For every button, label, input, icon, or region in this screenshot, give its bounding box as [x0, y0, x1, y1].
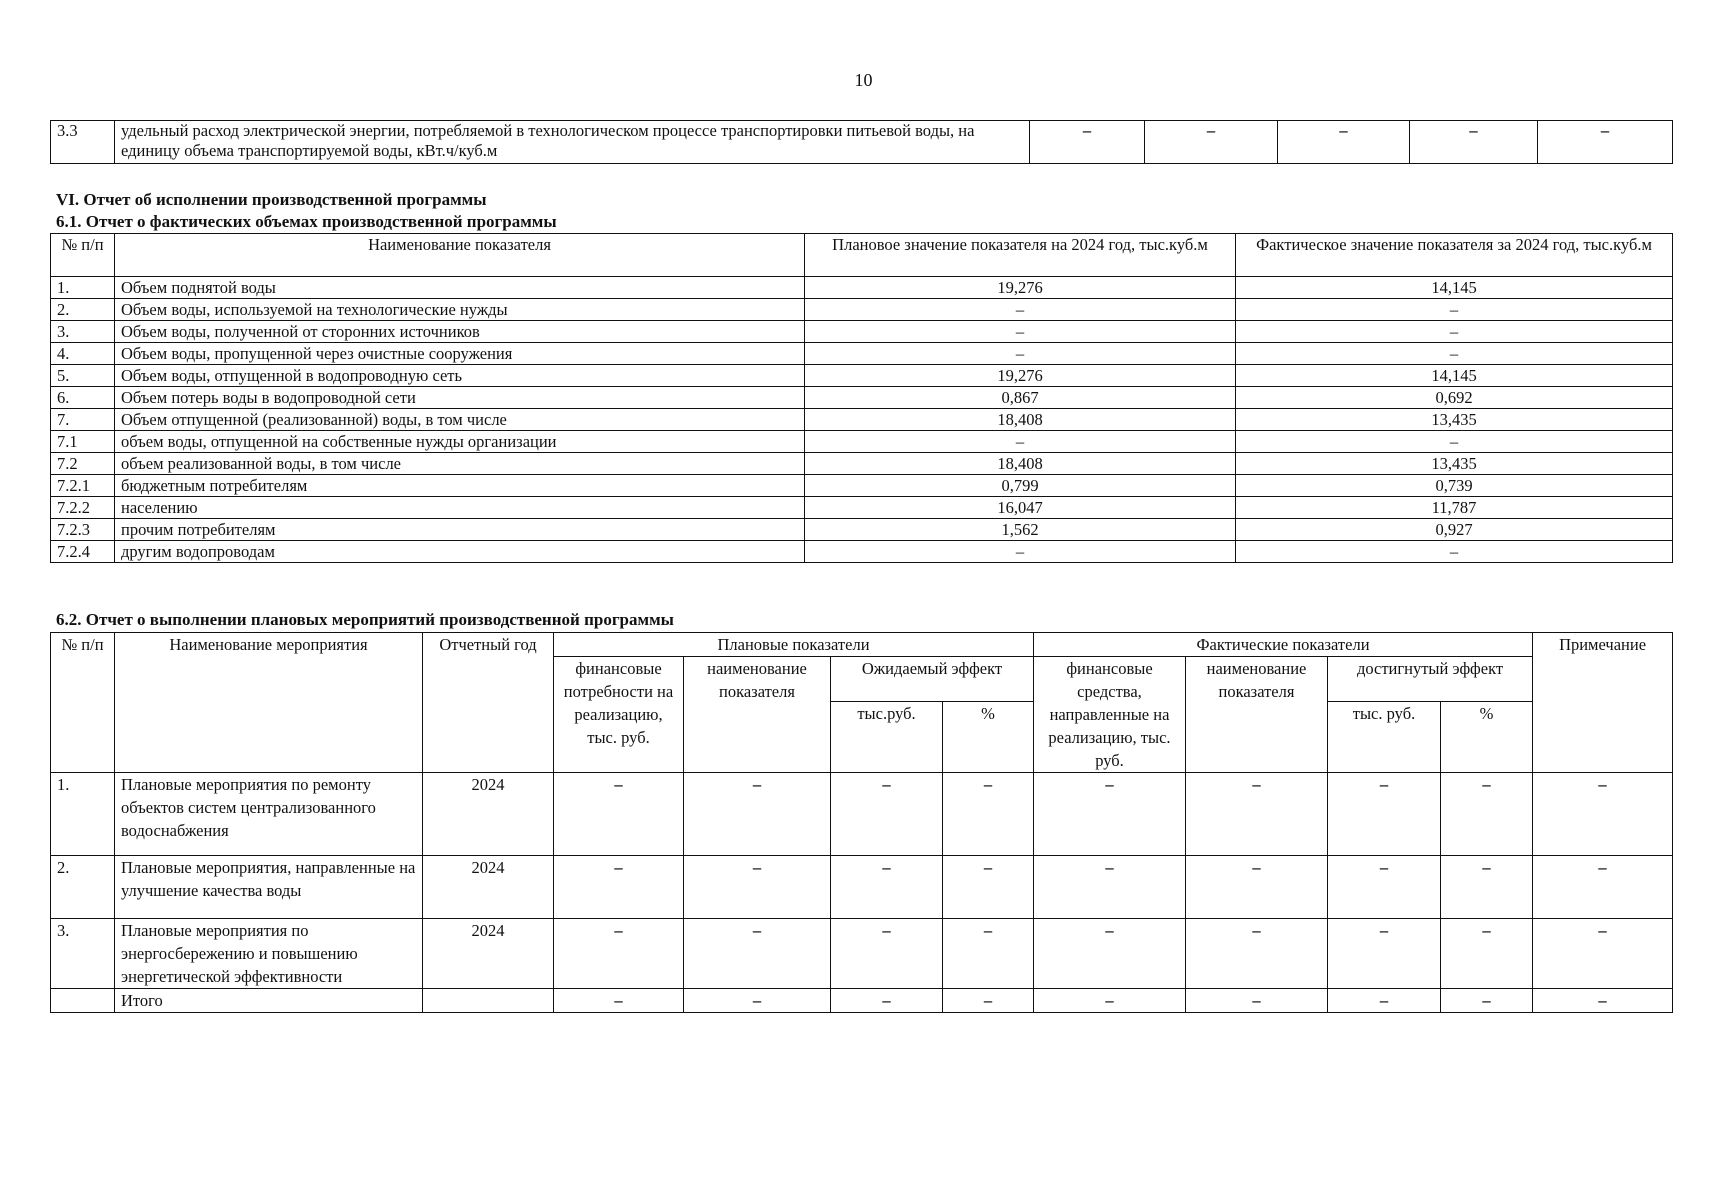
header-year: Отчетный год	[423, 633, 554, 773]
header-plan-effect: Ожидаемый эффект	[831, 657, 1034, 702]
header-row	[51, 234, 1673, 277]
cell-value: –	[1533, 856, 1673, 919]
cell-value: –	[943, 919, 1034, 989]
cell-name: бюджетным потребителям	[115, 475, 805, 497]
cell-name: объем реализованной воды, в том числе	[115, 453, 805, 475]
cell-value: –	[684, 856, 831, 919]
cell-value: –	[1441, 773, 1533, 856]
header-act-fin: финансовые средства, направленные на реализацию, тыс. руб.	[1034, 657, 1186, 773]
cell-plan: –	[805, 431, 1236, 453]
cell-fact: 0,739	[1236, 475, 1673, 497]
cell-value: –	[1533, 989, 1673, 1013]
cell-fact: 14,145	[1236, 365, 1673, 387]
cell-value: –	[554, 989, 684, 1013]
table-6-1-title: 6.1. Отчет о фактических объемах производственной программы	[56, 212, 557, 231]
cell-name: прочим потребителям	[115, 519, 805, 541]
cell-plan: –	[805, 343, 1236, 365]
cell-name: Плановые мероприятия, направленные на улучшение качества воды	[115, 856, 423, 919]
cell-year	[423, 989, 554, 1013]
cell-fact: 14,145	[1236, 277, 1673, 299]
cell-value: –	[1441, 919, 1533, 989]
table-row	[51, 299, 1673, 321]
cell-fact: 11,787	[1236, 497, 1673, 519]
cell-value: –	[554, 856, 684, 919]
header-plan-indicator: наименование показателя	[684, 657, 831, 773]
page-number: 10	[854, 70, 873, 90]
header-num: № п/п	[51, 234, 115, 277]
cell-num: 3.	[51, 321, 115, 343]
cell-name: Плановые мероприятия по энергосбережению и повышению энергетической эффективности	[115, 919, 423, 989]
cell-value: –	[1328, 856, 1441, 919]
cell-name: объем воды, отпущенной на собственные нужды организации	[115, 431, 805, 453]
cell-name: Объем воды, полученной от сторонних источников	[115, 321, 805, 343]
header-act-eff-rub: тыс. руб.	[1328, 702, 1441, 773]
cell-fact: –	[1236, 541, 1673, 563]
cell-name: Объем отпущенной (реализованной) воды, в том числе	[115, 409, 805, 431]
cell-value: –	[1186, 919, 1328, 989]
cell-num: 2.	[51, 856, 115, 919]
cell-num: 1.	[51, 773, 115, 856]
cell-value: –	[1441, 856, 1533, 919]
cell-name: Объем поднятой воды	[115, 277, 805, 299]
header-act-effect: достигнутый эффект	[1328, 657, 1533, 702]
cell-name: Объем воды, пропущенной через очистные сооружения	[115, 343, 805, 365]
value-cell: –	[1030, 121, 1145, 164]
value-cell: –	[1410, 121, 1538, 164]
header-plan-fin: финансовые потребности на реализацию, тыс. руб.	[554, 657, 684, 773]
table-row	[51, 321, 1673, 343]
table-row	[51, 409, 1673, 431]
cell-plan: 1,562	[805, 519, 1236, 541]
cell-value: –	[831, 989, 943, 1013]
cell-num: 3.	[51, 919, 115, 989]
cell-num: 4.	[51, 343, 115, 365]
cell-fact: 0,692	[1236, 387, 1673, 409]
cell-plan: 18,408	[805, 409, 1236, 431]
cell-num: 5.	[51, 365, 115, 387]
cell-value: –	[943, 989, 1034, 1013]
cell-value: –	[554, 919, 684, 989]
cell-value: –	[831, 919, 943, 989]
cell-num: 7.2.3	[51, 519, 115, 541]
cell-fact: 13,435	[1236, 453, 1673, 475]
cell-name: Итого	[115, 989, 423, 1013]
cell-value: –	[1034, 919, 1186, 989]
cell-num: 6.	[51, 387, 115, 409]
top-table	[50, 120, 1673, 164]
cell-fact: –	[1236, 343, 1673, 365]
value-cell: –	[1145, 121, 1278, 164]
table-6-1	[50, 233, 1673, 563]
header-name: Наименование мероприятия	[115, 633, 423, 773]
value-cell: –	[1278, 121, 1410, 164]
cell-plan: 19,276	[805, 277, 1236, 299]
header-act-indicator: наименование показателя	[1186, 657, 1328, 773]
cell-value: –	[554, 773, 684, 856]
table-6-2-title: 6.2. Отчет о выполнении плановых мероприятий производственной программы	[56, 610, 674, 629]
header-plan-eff-pct: %	[943, 702, 1034, 773]
cell-value: –	[1441, 989, 1533, 1013]
table-row	[51, 773, 1673, 856]
cell-plan: –	[805, 321, 1236, 343]
cell-num: 7.1	[51, 431, 115, 453]
total-row	[51, 989, 1673, 1013]
cell-value: –	[1186, 989, 1328, 1013]
cell-value: –	[1186, 773, 1328, 856]
cell-value: –	[943, 856, 1034, 919]
cell-name: Объем воды, отпущенной в водопроводную сеть	[115, 365, 805, 387]
cell-num: 7.2.1	[51, 475, 115, 497]
cell-value: –	[1533, 773, 1673, 856]
table-row	[51, 277, 1673, 299]
cell-fact: –	[1236, 299, 1673, 321]
cell-fact: 13,435	[1236, 409, 1673, 431]
cell-value: –	[1328, 773, 1441, 856]
cell-value: –	[684, 989, 831, 1013]
cell-plan: 0,799	[805, 475, 1236, 497]
cell-fact: –	[1236, 321, 1673, 343]
cell-year: 2024	[423, 919, 554, 989]
header-name: Наименование показателя	[115, 234, 805, 277]
header-act-eff-pct: %	[1441, 702, 1533, 773]
cell-num: 7.2.2	[51, 497, 115, 519]
table-row	[51, 475, 1673, 497]
cell-plan: 0,867	[805, 387, 1236, 409]
cell-value: –	[943, 773, 1034, 856]
cell-plan: –	[805, 541, 1236, 563]
cell-plan: –	[805, 299, 1236, 321]
cell-num	[51, 989, 115, 1013]
table-row	[51, 919, 1673, 989]
cell-plan: 18,408	[805, 453, 1236, 475]
table-row	[51, 541, 1673, 563]
cell-year: 2024	[423, 856, 554, 919]
cell-name: другим водопроводам	[115, 541, 805, 563]
table-row	[51, 431, 1673, 453]
cell-value: –	[1034, 989, 1186, 1013]
cell-name: Объем потерь воды в водопроводной сети	[115, 387, 805, 409]
cell-value: –	[684, 919, 831, 989]
cell-year: 2024	[423, 773, 554, 856]
cell-name: Объем воды, используемой на технологические нужды	[115, 299, 805, 321]
section-title: VI. Отчет об исполнении производственной программы	[56, 190, 487, 209]
cell-num: 7.2	[51, 453, 115, 475]
cell-value: –	[1034, 773, 1186, 856]
cell-num: 1.	[51, 277, 115, 299]
cell-num: 7.	[51, 409, 115, 431]
row-number: 3.3	[51, 121, 115, 164]
cell-num: 7.2.4	[51, 541, 115, 563]
cell-fact: –	[1236, 431, 1673, 453]
header-num: № п/п	[51, 633, 115, 773]
cell-plan: 16,047	[805, 497, 1236, 519]
cell-value: –	[1328, 989, 1441, 1013]
indicator-name: удельный расход электрической энергии, потребляемой в технологическом процессе транспортировки питьевой воды, на единицу объема транспортируемой воды, кВт.ч/куб.м	[115, 121, 1030, 164]
value-cell: –	[1538, 121, 1673, 164]
table-row	[51, 497, 1673, 519]
cell-value: –	[1328, 919, 1441, 989]
cell-value: –	[1186, 856, 1328, 919]
table-row	[51, 519, 1673, 541]
table-row	[51, 365, 1673, 387]
header-plan-eff-rub: тыс.руб.	[831, 702, 943, 773]
cell-fact: 0,927	[1236, 519, 1673, 541]
table-row	[51, 121, 1673, 164]
cell-value: –	[1533, 919, 1673, 989]
table-row	[51, 856, 1673, 919]
header-actual: Фактические показатели	[1034, 633, 1533, 657]
cell-value: –	[831, 773, 943, 856]
cell-value: –	[684, 773, 831, 856]
cell-num: 2.	[51, 299, 115, 321]
cell-value: –	[1034, 856, 1186, 919]
header-note: Примечание	[1533, 633, 1673, 773]
table-6-2	[50, 632, 1673, 1013]
header-planned: Плановые показатели	[554, 633, 1034, 657]
header-fact: Фактическое значение показателя за 2024 год, тыс.куб.м	[1236, 234, 1673, 277]
cell-name: Плановые мероприятия по ремонту объектов систем централизованного водоснабжения	[115, 773, 423, 856]
header-row	[51, 633, 1673, 657]
table-row	[51, 343, 1673, 365]
header-plan: Плановое значение показателя на 2024 год, тыс.куб.м	[805, 234, 1236, 277]
cell-name: населению	[115, 497, 805, 519]
table-row	[51, 453, 1673, 475]
table-row	[51, 387, 1673, 409]
cell-value: –	[831, 856, 943, 919]
cell-plan: 19,276	[805, 365, 1236, 387]
